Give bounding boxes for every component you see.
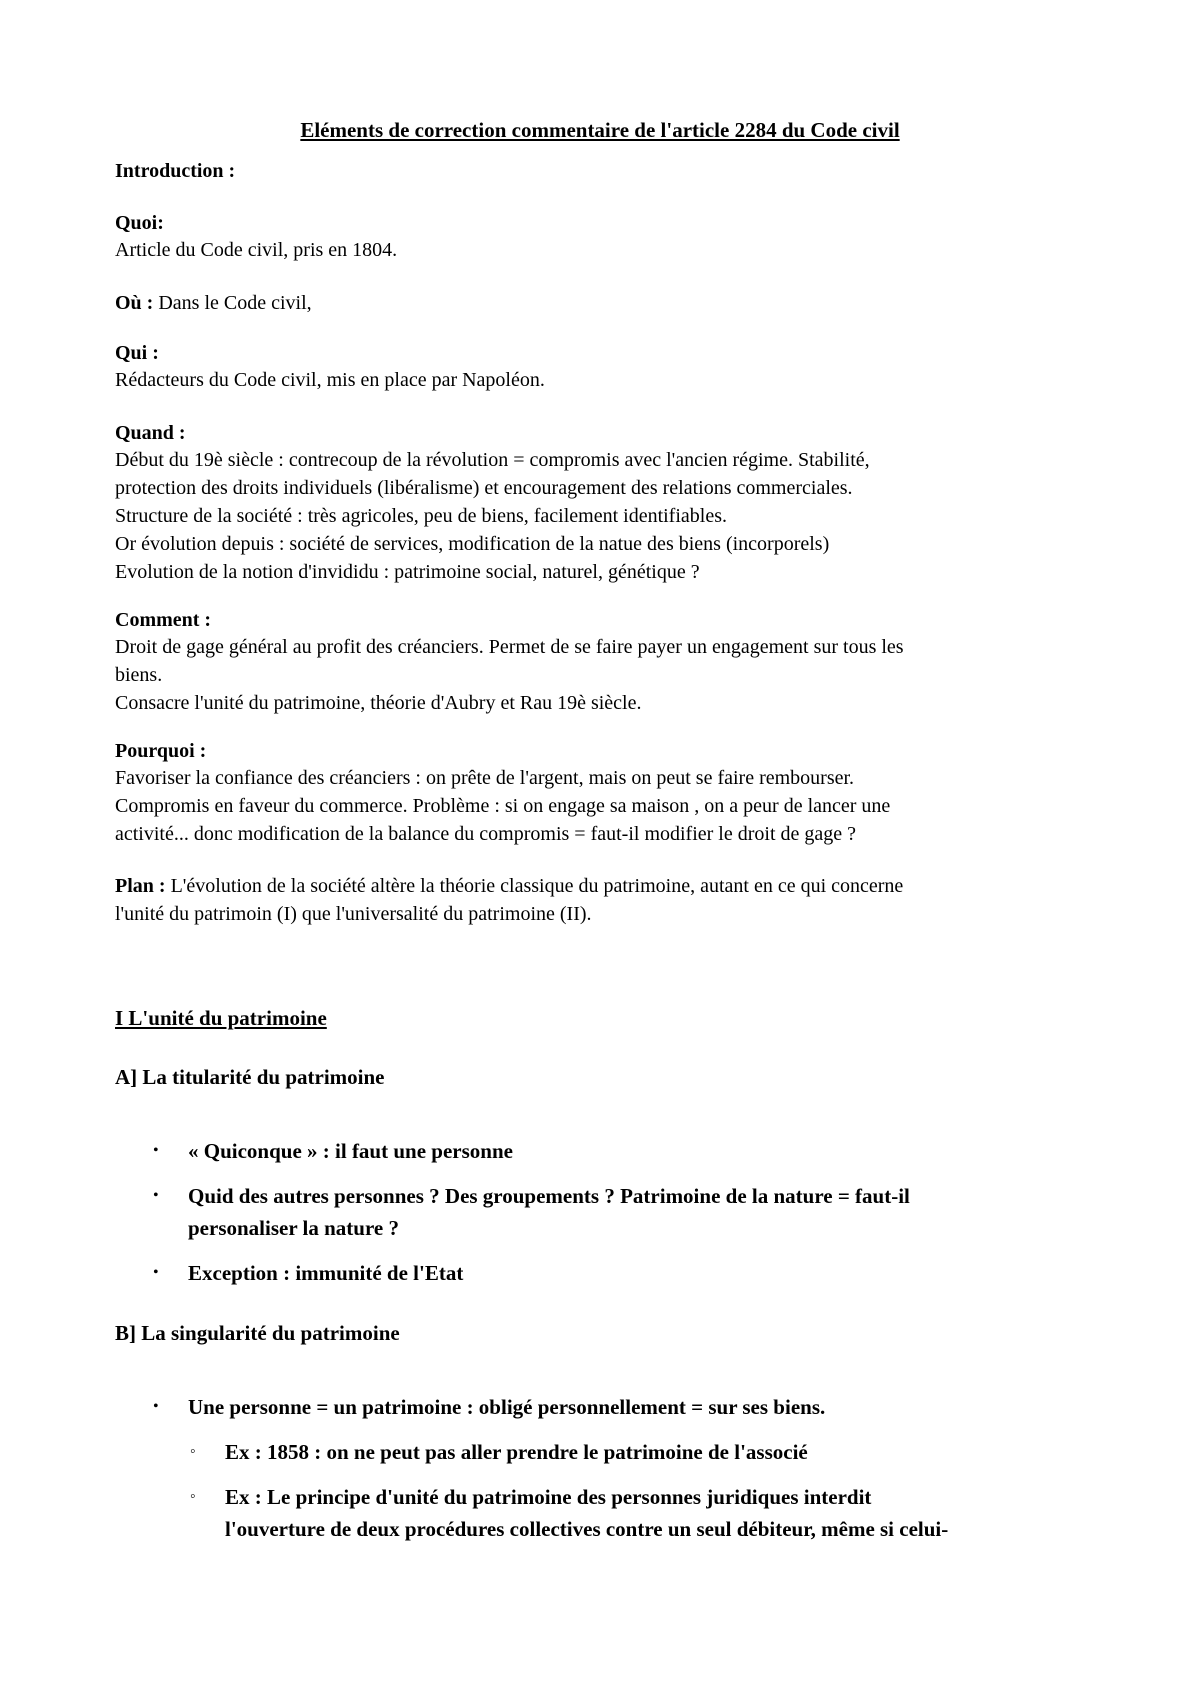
- list-item: Exception : immunité de l'Etat: [188, 1261, 464, 1285]
- ou-label: Où :: [115, 292, 154, 314]
- plan-text: L'évolution de la société altère la théorie classique du patrimoine, autant en ce qui concerne: [165, 875, 904, 897]
- quoi-text: Article du Code civil, pris en 1804.: [115, 239, 398, 261]
- list-item: Quid des autres personnes ? Des groupements ? Patrimoine de la nature = faut-il: [188, 1184, 910, 1208]
- pourquoi-line: Favoriser la confiance des créanciers : on prête de l'argent, mais on peut se faire rembourser.: [115, 767, 855, 789]
- quoi-label: Quoi:: [115, 212, 164, 234]
- pourquoi-line: activité... donc modification de la balance du compromis = faut-il modifier le droit de gage ?: [115, 823, 857, 845]
- document-title: Eléments de correction commentaire de l'article 2284 du Code civil: [300, 118, 900, 142]
- sub-list-item: Ex : Le principe d'unité du patrimoine des personnes juridiques interdit: [225, 1485, 872, 1509]
- qui-label: Qui :: [115, 342, 159, 364]
- section-b-heading: B] La singularité du patrimoine: [115, 1321, 400, 1345]
- part-1-heading: I L'unité du patrimoine: [115, 1006, 327, 1030]
- quand-line: Début du 19è siècle : contrecoup de la révolution = compromis avec l'ancien régime. Stabilité,: [115, 449, 870, 471]
- plan-label: Plan :: [115, 875, 166, 897]
- plan-line: l'unité du patrimoin (I) que l'universalité du patrimoine (II).: [115, 903, 592, 925]
- list-item-continuation: personaliser la nature ?: [188, 1216, 399, 1240]
- introduction-heading: Introduction :: [115, 160, 236, 182]
- list-item: Une personne = un patrimoine : obligé personnellement = sur ses biens.: [188, 1395, 826, 1419]
- bullet-icon: •: [153, 1187, 159, 1204]
- comment-line: Droit de gage général au profit des créanciers. Permet de se faire payer un engagement sur tous les: [115, 636, 904, 658]
- comment-label: Comment :: [115, 609, 212, 631]
- quand-line: Structure de la société : très agricoles, peu de biens, facilement identifiables.: [115, 505, 727, 527]
- pourquoi-line: Compromis en faveur du commerce. Problème : si on engage sa maison , on a peur de lancer une: [115, 795, 891, 817]
- comment-line: Consacre l'unité du patrimoine, théorie d'Aubry et Rau 19è siècle.: [115, 692, 642, 714]
- pourquoi-label: Pourquoi :: [115, 740, 207, 762]
- subbullet-icon: ◦: [190, 1443, 196, 1460]
- quand-line: Or évolution depuis : société de services, modification de la natue des biens (incorporels): [115, 533, 830, 555]
- list-item: « Quiconque » : il faut une personne: [188, 1139, 513, 1163]
- bullet-icon: •: [153, 1264, 159, 1281]
- quand-line: protection des droits individuels (libéralisme) et encouragement des relations commerciales.: [115, 477, 853, 499]
- qui-text: Rédacteurs du Code civil, mis en place par Napoléon.: [115, 369, 545, 391]
- subbullet-icon: ◦: [190, 1488, 196, 1505]
- ou-paragraph: [115, 289, 312, 317]
- bullet-icon: •: [153, 1398, 159, 1415]
- comment-line: biens.: [115, 664, 163, 686]
- plan-paragraph: [115, 872, 903, 900]
- sub-list-item: Ex : 1858 : on ne peut pas aller prendre le patrimoine de l'associé: [225, 1440, 808, 1464]
- bullet-icon: •: [153, 1142, 159, 1159]
- section-a-heading: A] La titularité du patrimoine: [115, 1065, 385, 1089]
- quand-label: Quand :: [115, 422, 186, 444]
- quand-line: Evolution de la notion d'invididu : patrimoine social, naturel, génétique ?: [115, 561, 700, 583]
- ou-text: Dans le Code civil,: [153, 292, 312, 314]
- sub-list-item-continuation: l'ouverture de deux procédures collectives contre un seul débiteur, même si celui-: [225, 1517, 949, 1541]
